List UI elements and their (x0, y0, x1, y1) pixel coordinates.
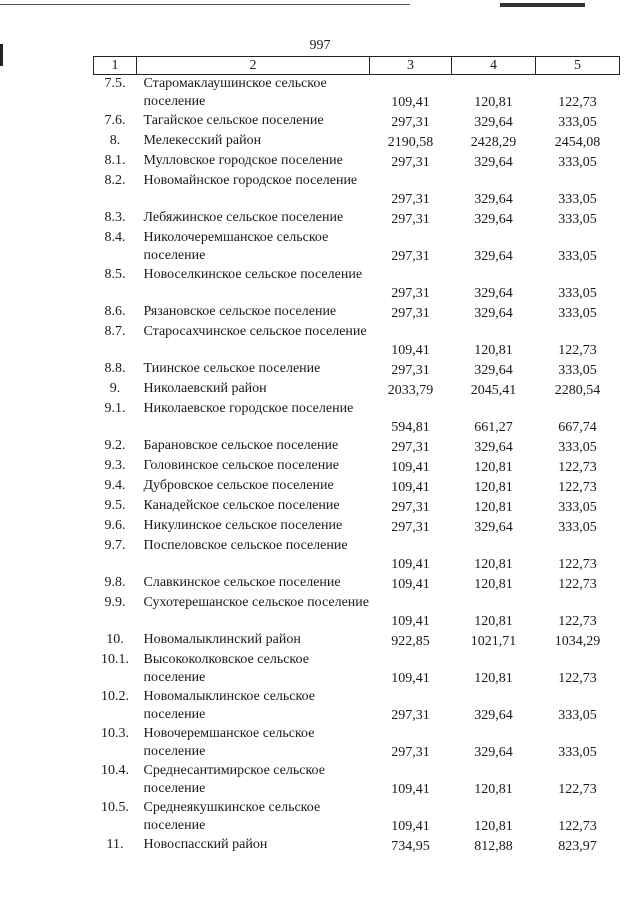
row-number: 9.7. (104, 537, 126, 553)
row-number: 9. (109, 380, 121, 396)
row-name: Мелекесский район (143, 132, 262, 148)
row-name: Новомалыклинское сельское поселение (143, 688, 315, 722)
value-col5: 2280,54 (554, 382, 601, 398)
value-col5: 333,05 (558, 305, 597, 321)
value-col4: 329,64 (474, 285, 513, 301)
table-row (94, 799, 620, 836)
row-number: 7.5. (104, 76, 126, 91)
row-name: Сухотерешанское сельское поселение (143, 594, 369, 610)
top-rule-dark (500, 3, 585, 7)
row-name: Старомаклаушинское сельское поселение (143, 76, 327, 109)
value-col4: 120,81 (474, 479, 513, 495)
row-number: 9.4. (104, 477, 126, 493)
row-name: Новоспасский район (143, 836, 268, 852)
table-row (94, 75, 620, 112)
table-row (94, 112, 620, 132)
column-header: 3 (370, 57, 452, 75)
row-number: 9.6. (104, 517, 126, 533)
table-row (94, 303, 620, 323)
value-col3: 109,41 (391, 556, 430, 572)
table-row (94, 457, 620, 477)
value-col4: 120,81 (474, 342, 513, 358)
row-name: Дубровское сельское поселение (143, 477, 334, 493)
row-name: Тагайское сельское поселение (143, 112, 324, 128)
row-name: Николочеремшанское сельское поселение (143, 229, 329, 263)
value-col3: 297,31 (391, 191, 430, 207)
row-name: Новомайнское городское поселение (143, 172, 358, 188)
value-col4: 329,64 (474, 211, 513, 227)
value-col5: 333,05 (558, 285, 597, 301)
row-name: Барановское сельское поселение (143, 437, 339, 453)
value-col3: 297,31 (391, 285, 430, 301)
row-number: 8.8. (104, 360, 126, 376)
table-row (94, 762, 620, 799)
table-body (94, 75, 620, 856)
value-col4: 329,64 (474, 707, 513, 723)
table-row (94, 651, 620, 688)
value-col5: 333,05 (558, 211, 597, 227)
value-col3: 594,81 (391, 419, 430, 435)
table-row (94, 688, 620, 725)
row-name: Поспеловское сельское поселение (143, 537, 348, 553)
value-col4: 120,81 (474, 499, 513, 515)
table-row (94, 437, 620, 457)
column-header: 1 (94, 57, 137, 75)
value-col4: 120,81 (474, 670, 513, 686)
row-number: 8. (109, 132, 121, 148)
table-row (94, 266, 620, 303)
value-col4: 120,81 (474, 94, 513, 110)
value-col4: 329,64 (474, 154, 513, 170)
value-col4: 329,64 (474, 114, 513, 130)
row-number: 8.1. (104, 152, 126, 168)
top-rule (0, 4, 410, 5)
value-col5: 333,05 (558, 499, 597, 515)
value-col4: 329,64 (474, 439, 513, 455)
value-col3: 109,41 (391, 670, 430, 686)
row-number: 9.1. (104, 400, 126, 416)
value-col3: 297,31 (391, 439, 430, 455)
table-row (94, 574, 620, 594)
value-col5: 122,73 (558, 459, 597, 475)
value-col3: 297,31 (391, 744, 430, 760)
row-number: 10.5. (101, 799, 129, 815)
value-col5: 333,05 (558, 439, 597, 455)
row-number: 8.4. (104, 229, 126, 245)
row-name: Никулинское сельское поселение (143, 517, 343, 533)
value-col3: 2033,79 (387, 382, 434, 398)
row-name: Лебяжинское сельское поселение (143, 209, 344, 225)
row-number: 8.3. (104, 209, 126, 225)
value-col4: 120,81 (474, 576, 513, 592)
value-col5: 333,05 (558, 707, 597, 723)
value-col3: 109,41 (391, 479, 430, 495)
value-col4: 329,64 (474, 744, 513, 760)
value-col5: 122,73 (558, 818, 597, 834)
value-col4: 812,88 (474, 838, 513, 854)
value-col4: 329,64 (474, 191, 513, 207)
value-col5: 823,97 (558, 838, 597, 854)
value-col5: 333,05 (558, 744, 597, 760)
table-row (94, 172, 620, 209)
table-row (94, 477, 620, 497)
value-col5: 333,05 (558, 191, 597, 207)
value-col5: 122,73 (558, 94, 597, 110)
allocation-table (93, 56, 620, 856)
value-col3: 109,41 (391, 613, 430, 629)
value-col3: 297,31 (391, 362, 430, 378)
table-row (94, 360, 620, 380)
column-header: 4 (452, 57, 536, 75)
row-name: Николаевское городское поселение (143, 400, 354, 416)
value-col4: 329,64 (474, 362, 513, 378)
value-col4: 120,81 (474, 556, 513, 572)
row-name: Николаевский район (143, 380, 267, 396)
row-number: 8.2. (104, 172, 126, 188)
column-header: 2 (137, 57, 370, 75)
value-col4: 2045,41 (470, 382, 517, 398)
value-col4: 1021,71 (470, 633, 517, 649)
value-col4: 661,27 (474, 419, 513, 435)
table-row (94, 323, 620, 360)
value-col5: 122,73 (558, 670, 597, 686)
row-name: Канадейское сельское поселение (143, 497, 340, 513)
table-row (94, 380, 620, 400)
value-col3: 297,31 (391, 248, 430, 264)
value-col3: 297,31 (391, 305, 430, 321)
row-name: Среднесантимирское сельское поселение (143, 762, 325, 796)
value-col3: 109,41 (391, 459, 430, 475)
value-col5: 333,05 (558, 114, 597, 130)
table-row (94, 836, 620, 856)
value-col5: 333,05 (558, 362, 597, 378)
row-name: Новочеремшанское сельское поселение (143, 725, 315, 759)
row-number: 8.5. (104, 266, 126, 282)
table-row (94, 537, 620, 574)
row-name: Среднеякушкинское сельское поселение (143, 799, 321, 833)
value-col5: 122,73 (558, 556, 597, 572)
row-number: 11. (106, 836, 124, 852)
value-col4: 2428,29 (470, 134, 517, 150)
value-col3: 297,31 (391, 211, 430, 227)
row-number: 9.2. (104, 437, 126, 453)
value-col3: 734,95 (391, 838, 430, 854)
value-col3: 297,31 (391, 499, 430, 515)
value-col4: 120,81 (474, 613, 513, 629)
value-col5: 122,73 (558, 613, 597, 629)
row-number: 10.4. (101, 762, 129, 778)
row-number: 9.8. (104, 574, 126, 590)
value-col3: 297,31 (391, 114, 430, 130)
row-name: Тиинское сельское поселение (143, 360, 321, 376)
row-name: Старосахчинское сельское поселение (143, 323, 367, 339)
value-col5: 122,73 (558, 479, 597, 495)
value-col5: 122,73 (558, 576, 597, 592)
value-col4: 329,64 (474, 305, 513, 321)
table-row (94, 229, 620, 266)
column-header: 5 (536, 57, 620, 75)
value-col3: 109,41 (391, 781, 430, 797)
value-col3: 297,31 (391, 519, 430, 535)
row-name: Рязановское сельское поселение (143, 303, 337, 319)
value-col5: 333,05 (558, 519, 597, 535)
value-col3: 2190,58 (387, 134, 434, 150)
table-header-row (94, 57, 620, 75)
table-row (94, 497, 620, 517)
row-number: 9.5. (104, 497, 126, 513)
row-number: 10.3. (101, 725, 129, 741)
row-name: Мулловское городское поселение (143, 152, 343, 168)
value-col5: 1034,29 (554, 633, 601, 649)
value-col5: 333,05 (558, 248, 597, 264)
value-col3: 297,31 (391, 707, 430, 723)
row-name: Головинское сельское поселение (143, 457, 339, 473)
page-number: 997 (309, 38, 331, 53)
row-number: 8.6. (104, 303, 126, 319)
table-row (94, 725, 620, 762)
row-name: Новомалыклинский район (143, 631, 301, 647)
value-col4: 120,81 (474, 459, 513, 475)
table-row (94, 594, 620, 631)
row-number: 10.2. (101, 688, 129, 704)
row-name: Новоселкинское сельское поселение (143, 266, 363, 282)
table-row (94, 209, 620, 229)
row-number: 7.6. (104, 112, 126, 128)
value-col3: 297,31 (391, 154, 430, 170)
value-col4: 329,64 (474, 519, 513, 535)
row-name: Высококолковское сельское поселение (143, 651, 309, 685)
value-col5: 333,05 (558, 154, 597, 170)
value-col3: 922,85 (391, 633, 430, 649)
row-number: 9.9. (104, 594, 126, 610)
value-col3: 109,41 (391, 94, 430, 110)
value-col4: 120,81 (474, 818, 513, 834)
value-col5: 122,73 (558, 781, 597, 797)
row-number: 10. (106, 631, 124, 647)
row-number: 10.1. (101, 651, 129, 667)
table-row (94, 132, 620, 152)
value-col3: 109,41 (391, 818, 430, 834)
value-col5: 667,74 (558, 419, 597, 435)
value-col3: 109,41 (391, 342, 430, 358)
table-row (94, 517, 620, 537)
value-col5: 2454,08 (554, 134, 601, 150)
value-col3: 109,41 (391, 576, 430, 592)
row-number: 8.7. (104, 323, 126, 339)
value-col4: 329,64 (474, 248, 513, 264)
row-number: 9.3. (104, 457, 126, 473)
value-col4: 120,81 (474, 781, 513, 797)
value-col5: 122,73 (558, 342, 597, 358)
table-row (94, 400, 620, 437)
row-name: Славкинское сельское поселение (143, 574, 341, 590)
table-row (94, 152, 620, 172)
scan-edge-mark (0, 44, 3, 66)
table-row (94, 631, 620, 651)
